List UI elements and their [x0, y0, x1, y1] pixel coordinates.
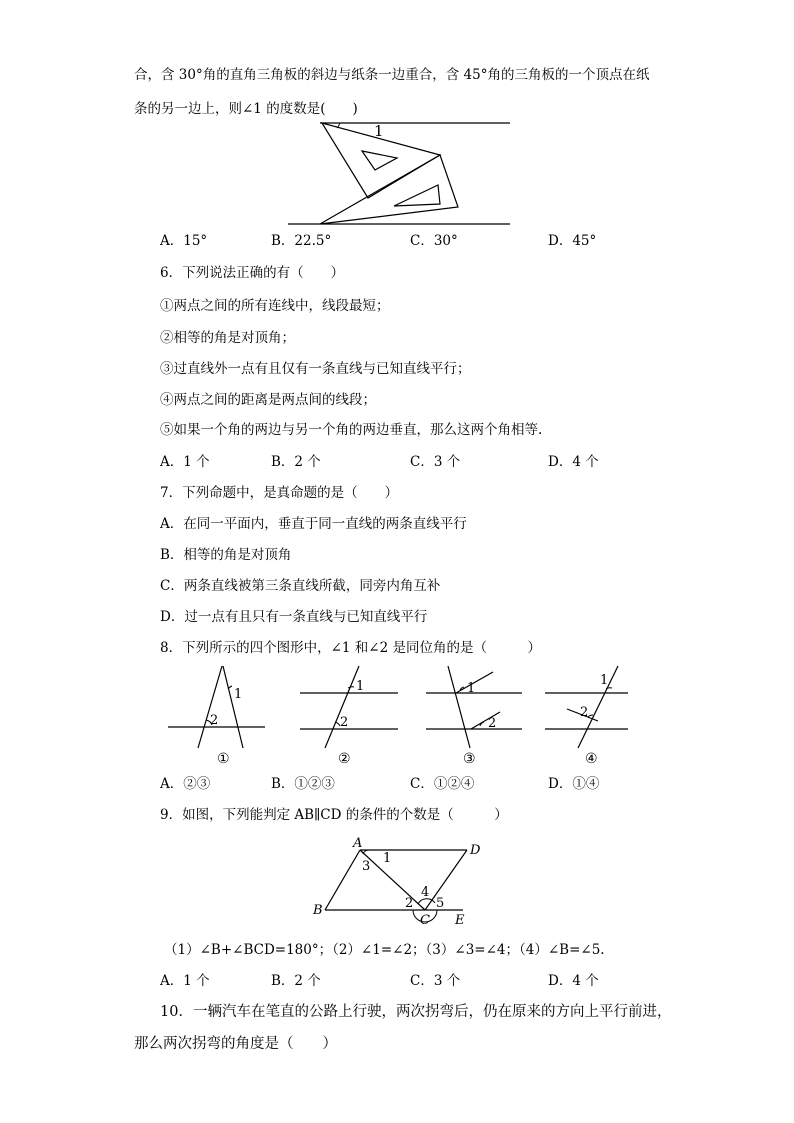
- q9-point-b: B: [313, 903, 323, 918]
- q5-option-d[interactable]: D．45°: [548, 233, 597, 249]
- q8-fig2-angle-1: 1: [356, 679, 365, 694]
- q5-option-b[interactable]: B．22.5°: [271, 233, 332, 249]
- q5-triangle-figure: [280, 118, 520, 228]
- q8-option-b[interactable]: B．①②③: [271, 776, 335, 792]
- q8-option-a[interactable]: A．②③: [160, 776, 211, 792]
- q6-option-c[interactable]: C．3 个: [410, 454, 461, 470]
- q9-point-a: A: [353, 836, 363, 851]
- q7-option-d[interactable]: D．过一点有且只有一条直线与已知直线平行: [160, 609, 428, 625]
- q9-parallelogram-figure: [305, 834, 505, 930]
- q9-angle-2: 2: [405, 896, 414, 911]
- q8-fig1-label: ①: [217, 751, 230, 767]
- q8-figure-1: [168, 666, 265, 767]
- q8-stem: 8．下列所示的四个图形中，∠1 和∠2 是同位角的是（ ）: [160, 640, 541, 656]
- q8-figure-3: [426, 666, 522, 767]
- q9-conditions: （1）∠B+∠BCD=180°；（2）∠1=∠2；（3）∠3=∠4；（4）∠B=∠5.: [164, 942, 605, 958]
- q8-option-d[interactable]: D．①④: [548, 776, 600, 792]
- q5-text-line-2: 条的另一边上，则∠1 的度数是( ): [134, 101, 358, 117]
- q7-option-c[interactable]: C．两条直线被第三条直线所截，同旁内角互补: [160, 578, 441, 594]
- q6-stem: 6．下列说法正确的有（ ）: [160, 265, 345, 281]
- q5-angle-label: 1: [374, 122, 384, 140]
- q8-fig4-angle-2: 2: [580, 705, 589, 720]
- q8-fig2-angle-2: 2: [340, 715, 349, 730]
- q8-fig4-label: ④: [585, 751, 598, 767]
- q6-option-a[interactable]: A．1 个: [160, 454, 210, 470]
- q10-text-line-1: 10．一辆汽车在笔直的公路上行驶，两次拐弯后，仍在原来的方向上平行前进，: [160, 1004, 672, 1020]
- q9-option-b[interactable]: B．2 个: [271, 973, 321, 989]
- q8-fig1-angle-2: 2: [210, 713, 219, 728]
- q6-item-2: ②相等的角是对顶角；: [160, 330, 295, 346]
- q9-angle-4: 4: [421, 885, 430, 900]
- q5-text-line-1: 合，含 30°角的直角三角板的斜边与纸条一边重合，含 45°角的三角板的一个顶点在纸: [134, 67, 650, 83]
- q8-fig3-label: ③: [463, 751, 476, 767]
- q9-stem: 9．如图，下列能判定 AB∥CD 的条件的个数是（ ）: [160, 807, 508, 823]
- q7-stem: 7．下列命题中，是真命题的是（ ）: [160, 485, 399, 501]
- q9-options: [160, 972, 620, 990]
- q9-angle-1: 1: [383, 851, 392, 866]
- q8-figures: [160, 662, 640, 770]
- q8-option-c[interactable]: C．①②④: [410, 776, 475, 792]
- q6-item-5: ⑤如果一个角的两边与另一个角的两边垂直，那么这两个角相等.: [160, 422, 543, 438]
- q8-fig3-angle-1: 1: [467, 681, 476, 696]
- q9-point-d: D: [470, 843, 481, 858]
- q9-point-c: C: [420, 913, 430, 928]
- q6-option-d[interactable]: D．4 个: [548, 454, 599, 470]
- q9-option-a[interactable]: A．1 个: [160, 973, 210, 989]
- q7-option-a[interactable]: A．在同一平面内，垂直于同一直线的两条直线平行: [160, 516, 467, 532]
- q6-item-3: ③过直线外一点有且仅有一条直线与已知直线平行；: [160, 361, 471, 377]
- q8-figure-4: [545, 666, 628, 767]
- q7-option-b[interactable]: B．相等的角是对顶角: [160, 547, 292, 563]
- q9-angle-5: 5: [436, 896, 445, 911]
- q8-fig2-label: ②: [338, 751, 351, 767]
- q6-options: [160, 453, 620, 471]
- q6-item-4: ④两点之间的距离是两点间的线段；: [160, 392, 376, 408]
- q9-option-c[interactable]: C．3 个: [410, 973, 461, 989]
- q6-option-b[interactable]: B．2 个: [271, 454, 321, 470]
- q8-figure-2: [300, 666, 398, 767]
- q5-options: [160, 232, 620, 250]
- q9-point-e: E: [455, 913, 465, 928]
- q9-angle-3: 3: [362, 859, 371, 874]
- q10-text-line-2: 那么两次拐弯的角度是（ ）: [134, 1036, 337, 1052]
- q6-item-1: ①两点之间的所有连线中，线段最短；: [160, 298, 390, 314]
- q8-fig3-angle-2: 2: [488, 716, 497, 731]
- q8-fig1-angle-1: 1: [234, 687, 243, 702]
- q8-fig4-angle-1: 1: [600, 673, 609, 688]
- q5-option-a[interactable]: A．15°: [160, 233, 208, 249]
- q8-options: [160, 775, 620, 793]
- q9-option-d[interactable]: D．4 个: [548, 973, 599, 989]
- q5-option-c[interactable]: C．30°: [410, 233, 458, 249]
